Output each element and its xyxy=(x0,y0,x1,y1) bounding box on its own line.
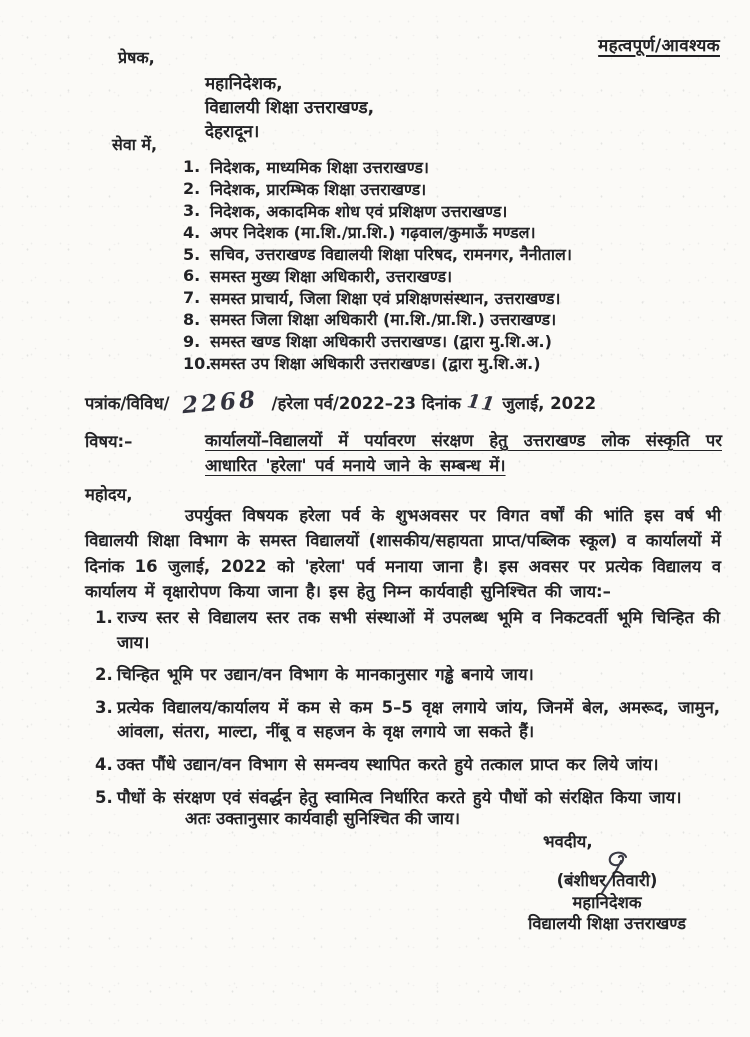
recipient-text: समस्त खण्ड शिक्षा अधिकारी उत्तराखण्ड। (द्वारा मु.शि.अ.) xyxy=(210,332,552,352)
recipient-row xyxy=(183,243,723,265)
recipient-row xyxy=(183,221,723,243)
recipient-text: समस्त मुख्य शिक्षा अधिकारी, उत्तराखण्ड। xyxy=(210,266,453,286)
action-text: पौधों के संरक्षण एवं संवर्द्धन हेतु स्वामित्व निर्धारित करते हुये पौधों को संरक्षित किया जाय। xyxy=(117,787,682,807)
closing-line: अतः उक्तानुसार कार्यवाही सुनिश्चित की जाय। xyxy=(185,809,461,828)
recipient-row xyxy=(183,352,723,374)
recipient-text: अपर निदेशक (मा.शि./प्रा.शि.) गढ़वाल/कुमाऊँ मण्डल। xyxy=(210,223,536,243)
recipient-number: 10. xyxy=(183,353,212,373)
action-number: 3. xyxy=(95,697,113,717)
recipient-text: समस्त उप शिक्षा अधिकारी उत्तराखण्ड। (द्वारा मु.शि.अ.) xyxy=(210,354,541,374)
recipient-list xyxy=(183,156,723,374)
recipient-row xyxy=(183,309,723,331)
reference-prefix: पत्रांक/विविध/ xyxy=(85,394,170,413)
recipient-number: 9. xyxy=(183,331,201,351)
recipient-row xyxy=(183,287,723,309)
recipient-text: समस्त प्राचार्य, जिला शिक्षा एवं प्रशिक्षणसंस्थान, उत्तराखण्ड। xyxy=(210,288,561,308)
recipient-row xyxy=(183,265,723,287)
action-number: 4. xyxy=(95,754,113,774)
handwritten-letter-number: 2268 xyxy=(180,385,259,420)
action-item xyxy=(95,663,720,688)
action-text: उक्त पौंधे उद्यान/वन विभाग से समन्वय स्थापित करते हुये तत्काल प्राप्त कर लिये जांय। xyxy=(117,754,659,774)
signature-block xyxy=(478,870,736,935)
signoff: भवदीय, xyxy=(543,832,593,851)
recipient-text: सचिव, उत्तराखण्ड विद्यालयी शिक्षा परिषद, रामनगर, नैनीताल। xyxy=(210,245,572,265)
signatory-org: विद्यालयी शिक्षा उत्तराखण्ड xyxy=(528,914,686,933)
action-item xyxy=(95,753,720,778)
subject-line: कार्यालयों–विद्यालयों में पर्यावरण संरक्षण हेतु उत्तराखण्ड लोक संस्कृति पर xyxy=(205,431,722,450)
recipient-number: 3. xyxy=(183,200,201,220)
recipient-row xyxy=(183,330,723,352)
sender-label: प्रेषक, xyxy=(118,48,155,67)
recipient-text: निदेशक, अकादमिक शोध एवं प्रशिक्षण उत्तराखण्ड। xyxy=(210,201,508,221)
recipient-number: 4. xyxy=(183,222,201,242)
recipient-row xyxy=(183,200,723,222)
recipient-label: सेवा में, xyxy=(112,135,158,154)
action-number: 5. xyxy=(95,787,113,807)
signatory-title: महानिदेशक xyxy=(572,892,642,912)
reference-middle: /हरेला पर्व/2022–23 दिनांक xyxy=(271,394,461,413)
action-number: 1. xyxy=(95,608,113,627)
body-paragraph: उपर्युक्त विषयक हरेला पर्व के शुभअवसर पर विगत वर्षों की भांति इस वर्ष भी विद्यालयी शिक्षा विभाग के समस्त विद्यालयों (शासकीय/सहायता प्राप्त/पब्लिक स्कूल) व कार्यालयों में दिनांक 16 जुलाई, 2022 को 'हरेला' पर्व मनाया जाना है। इस अवसर पर प्रत्येक विद्यालय व कार्यालय में वृक्षारोपण किया जाना है। इस हेतु निम्न कार्यवाही सुनिश्चित की जाय:– xyxy=(85,506,721,602)
action-text: राज्य स्तर से विद्यालय स्तर तक सभी संस्थाओं में उपलब्ध भूमि व निकटवर्ती भूमि चिन्हित की जाय। xyxy=(117,608,720,652)
handwritten-date: 11 xyxy=(465,389,497,416)
recipient-text: निदेशक, माध्यमिक शिक्षा उत्तराखण्ड। xyxy=(210,157,429,177)
recipient-number: 7. xyxy=(183,288,201,308)
recipient-text: निदेशक, प्रारम्भिक शिक्षा उत्तराखण्ड। xyxy=(210,179,427,199)
sender-address-block xyxy=(205,72,374,144)
recipient-row xyxy=(183,156,723,178)
action-item xyxy=(95,606,720,655)
sender-line: महानिदेशक, xyxy=(205,74,283,94)
recipient-text: समस्त जिला शिक्षा अधिकारी (मा.शि./प्रा.शि.) उत्तराखण्ड। xyxy=(210,310,557,330)
action-text: चिन्हित भूमि पर उद्यान/वन विभाग के मानकानुसार गड्ढे बनाये जाय। xyxy=(117,665,534,685)
recipient-number: 6. xyxy=(183,266,201,286)
recipient-number: 1. xyxy=(183,157,201,177)
action-number: 2. xyxy=(95,665,113,685)
recipient-number: 2. xyxy=(183,179,201,199)
importance-tag: महत्वपूर्ण/आवश्यक xyxy=(598,36,720,56)
subject-label: विषय:– xyxy=(85,432,133,451)
sender-line: देहरादून। xyxy=(205,122,260,142)
sender-line: विद्यालयी शिक्षा उत्तराखण्ड, xyxy=(205,98,375,118)
reference-date: जुलाई, 2022 xyxy=(502,394,597,413)
subject-text xyxy=(205,429,722,478)
recipient-number: 8. xyxy=(183,309,201,329)
subject-line: आधारित 'हरेला' पर्व मनाये जाने के सम्बन्ध में। xyxy=(205,455,506,475)
salutation: महोदय, xyxy=(85,485,133,504)
action-text: प्रत्येक विद्यालय/कार्यालय में कम से कम 5–5 वृक्ष लगाये जांय, जिनमें बेल, अमरूद, जामुन, आंवला, संतरा, माल्टा, नींबू व सहजन के वृक्ष लगाये जा सकते हैं। xyxy=(117,697,720,742)
action-item-list xyxy=(95,606,720,818)
recipient-row xyxy=(183,178,723,200)
recipient-number: 5. xyxy=(183,244,201,264)
action-item xyxy=(95,696,720,745)
reference-line xyxy=(85,385,725,420)
signatory-name: (बंशीधर तिवारी) xyxy=(556,871,658,890)
